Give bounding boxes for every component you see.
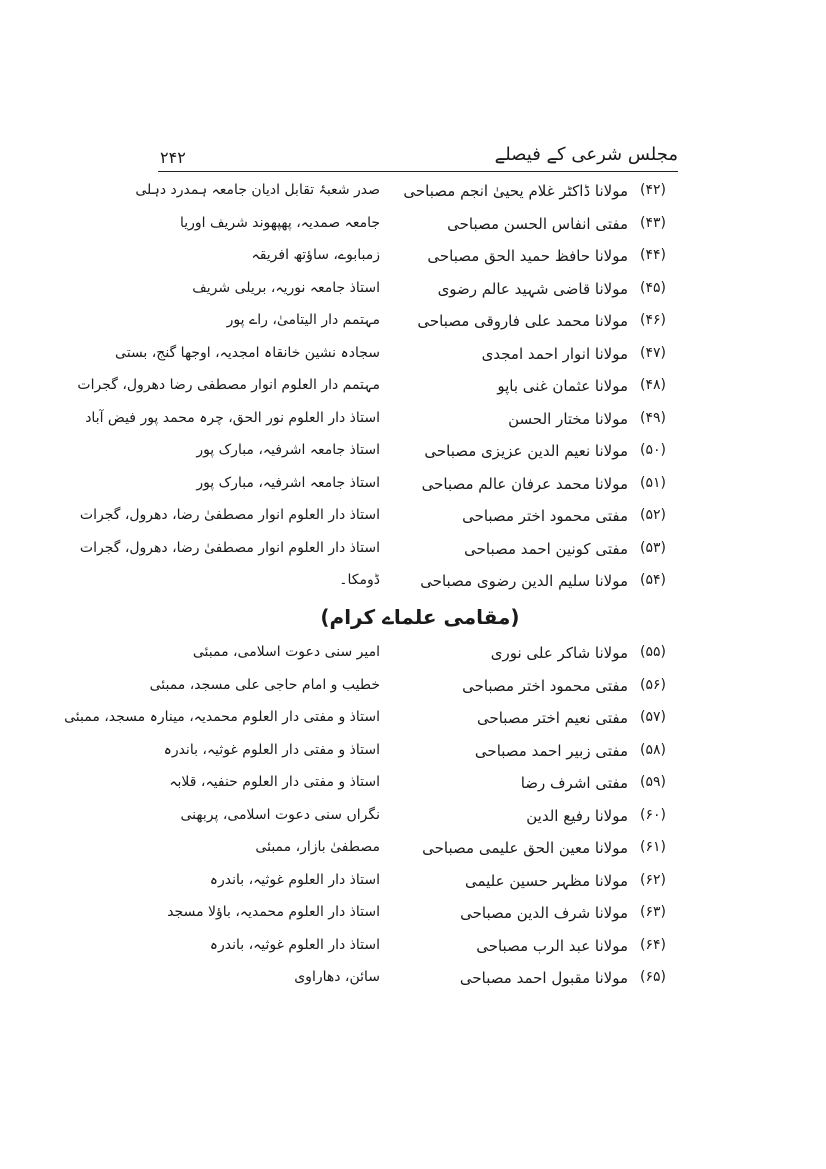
scholar-designation: استاذ و مفتی دار العلوم غوثیہ، باندرہ <box>163 741 380 758</box>
scholar-designation: ڈومکا۔ <box>339 572 380 588</box>
scholar-designation: سجادہ نشین خانقاہ امجدیہ، اوجھا گنج، بستی <box>115 344 380 361</box>
item-number: (۵۷) <box>640 709 666 725</box>
scholar-designation: نگراں سنی دعوت اسلامی، پربھنی <box>180 806 380 823</box>
scholar-name: مولانا انوار احمد امجدی <box>481 344 628 363</box>
scholar-name: مولانا قاضی شہید عالم رضوی <box>437 279 628 298</box>
item-number: (۴۹) <box>640 409 666 426</box>
item-number: (۶۲) <box>640 871 666 888</box>
list-item <box>79 503 680 535</box>
item-number: (۵۳) <box>640 539 666 556</box>
scholar-name: مولانا محمد عرفان عالم مصباحی <box>421 474 628 493</box>
scholar-designation: استاذ دار العلوم انوار مصطفیٰ رضا، دھرول، گجرات <box>79 507 380 523</box>
header-rule <box>158 171 678 172</box>
page-number: ۲۴۲ <box>160 148 186 167</box>
scholar-designation: استاذ دار العلوم نور الحق، چرہ محمد پور فیض آباد <box>85 409 380 426</box>
item-number: (۴۲) <box>640 182 666 198</box>
scholar-name: مولانا سلیم الدین رضوی مصباحی <box>420 572 628 590</box>
scholar-designation: مہتمم دار العلوم انوار مصطفی رضا دھرول، گجرات <box>77 377 380 393</box>
list-item <box>150 211 680 243</box>
scholar-name: مولانا مقبول احمد مصباحی <box>459 969 628 987</box>
scholar-name: مولانا شاکر علی نوری <box>490 644 628 662</box>
scholar-name: مولانا مختار الحسن <box>508 409 628 428</box>
list-item <box>79 536 680 568</box>
scholar-designation: صدر شعبۂ تقابل ادیان جامعہ ہمدرد دہلی <box>135 182 380 198</box>
page-header <box>158 140 678 176</box>
list-item <box>150 770 680 802</box>
scholar-name: مولانا ڈاکٹر غلام یحییٰ انجم مصباحی <box>403 182 628 200</box>
item-number: (۴۷) <box>640 344 666 361</box>
list-item <box>150 933 680 965</box>
item-number: (۶۳) <box>640 904 666 920</box>
list-item <box>150 308 680 340</box>
scholar-name: مفتی اشرف رضا <box>520 774 628 792</box>
scholar-name: مولانا عثمان غنی باپو <box>497 377 628 395</box>
list-item <box>85 406 680 438</box>
list-item <box>115 341 680 373</box>
scholar-designation: سائن، دھاراوی <box>294 969 380 985</box>
item-number: (۵۱) <box>640 474 666 491</box>
item-number: (۶۰) <box>640 806 666 823</box>
item-number: (۵۰) <box>640 442 666 458</box>
scholar-designation: جامعہ صمدیہ، پھپھوند شریف اوریا <box>179 214 380 231</box>
scholar-designation: استاذ و مفتی دار العلوم حنفیہ، قلابہ <box>169 774 380 790</box>
list-item <box>150 835 680 867</box>
scholar-name: مفتی محمود اختر مصباحی <box>462 507 628 525</box>
scholar-designation: استاذ جامعہ اشرفیہ، مبارک پور <box>196 442 380 458</box>
item-number: (۶۵) <box>640 969 666 985</box>
scholar-designation: خطیب و امام حاجی علی مسجد، ممبئی <box>149 676 380 693</box>
scholar-designation: مہتمم دار الیتامیٰ، راے پور <box>226 312 380 328</box>
item-number: (۶۱) <box>640 839 666 855</box>
item-number: (۴۶) <box>640 312 666 328</box>
scholar-name: مفتی انفاس الحسن مصباحی <box>447 214 628 233</box>
running-title: مجلس شرعی کے فیصلے <box>494 144 678 165</box>
list-item <box>150 965 680 997</box>
item-number: (۴۴) <box>640 247 666 263</box>
list-item <box>150 738 680 770</box>
item-number: (۵۶) <box>640 676 666 693</box>
scholar-designation: مصطفیٰ بازار، ممبئی <box>255 839 380 855</box>
scholar-designation: استاذ و مفتی دار العلوم محمدیہ، مینارہ مسجد، ممبئی <box>64 709 380 725</box>
scholar-designation: استاذ جامعہ نوریہ، بریلی شریف <box>192 279 380 296</box>
section-heading: (مقامی علماے کرام) <box>320 605 520 629</box>
list-item <box>150 276 680 308</box>
scholar-name: مولانا عبد الرب مصباحی <box>476 936 628 955</box>
item-number: (۶۴) <box>640 936 666 953</box>
list-item <box>150 243 680 275</box>
list-item <box>77 373 680 405</box>
list-item <box>64 705 680 737</box>
scholar-designation: استاذ جامعہ اشرفیہ، مبارک پور <box>196 474 380 491</box>
item-number: (۴۵) <box>640 279 666 296</box>
scholar-name: مولانا نعیم الدین عزیزی مصباحی <box>424 442 628 460</box>
list-item <box>150 900 680 932</box>
scholar-designation: امیر سنی دعوت اسلامی، ممبئی <box>192 644 380 660</box>
scholar-designation: زمبابوے، ساؤتھ افریقہ <box>251 247 380 263</box>
scholar-designation: استاذ دار العلوم محمدیہ، باؤلا مسجد <box>167 904 380 920</box>
scholar-designation: استاذ دار العلوم غوثیہ، باندرہ <box>209 871 380 888</box>
list-item <box>150 868 680 900</box>
scholar-designation: استاذ دار العلوم انوار مصطفیٰ رضا، دھرول، گجرات <box>79 539 380 556</box>
scholar-name: مولانا شرف الدین مصباحی <box>460 904 628 922</box>
scholar-name: مفتی نعیم اختر مصباحی <box>476 709 628 727</box>
scholar-name: مولانا مظہر حسین علیمی <box>464 871 628 890</box>
scholar-name: مولانا معین الحق علیمی مصباحی <box>422 839 628 857</box>
list-item <box>150 438 680 470</box>
item-number: (۵۹) <box>640 774 666 790</box>
item-number: (۴۸) <box>640 377 666 393</box>
item-number: (۵۴) <box>640 572 666 588</box>
scholar-name: مولانا محمد علی فاروقی مصباحی <box>417 312 628 330</box>
list-item <box>135 178 680 210</box>
item-number: (۵۵) <box>640 644 666 660</box>
list-item <box>150 673 680 705</box>
item-number: (۵۸) <box>640 741 666 758</box>
scholar-name: مولانا رفیع الدین <box>526 806 628 825</box>
list-item <box>150 640 680 672</box>
list-item <box>150 471 680 503</box>
scholar-name: مولانا حافظ حمید الحق مصباحی <box>427 247 628 265</box>
scholar-name: مفتی محمود اختر مصباحی <box>462 676 628 695</box>
list-item <box>150 568 680 600</box>
item-number: (۴۳) <box>640 214 666 231</box>
list-item <box>150 803 680 835</box>
scholar-designation: استاذ دار العلوم غوثیہ، باندرہ <box>209 936 380 953</box>
scholar-name: مفتی زبیر احمد مصباحی <box>474 741 628 760</box>
item-number: (۵۲) <box>640 507 666 523</box>
scholar-name: مفتی کونین احمد مصباحی <box>464 539 628 558</box>
